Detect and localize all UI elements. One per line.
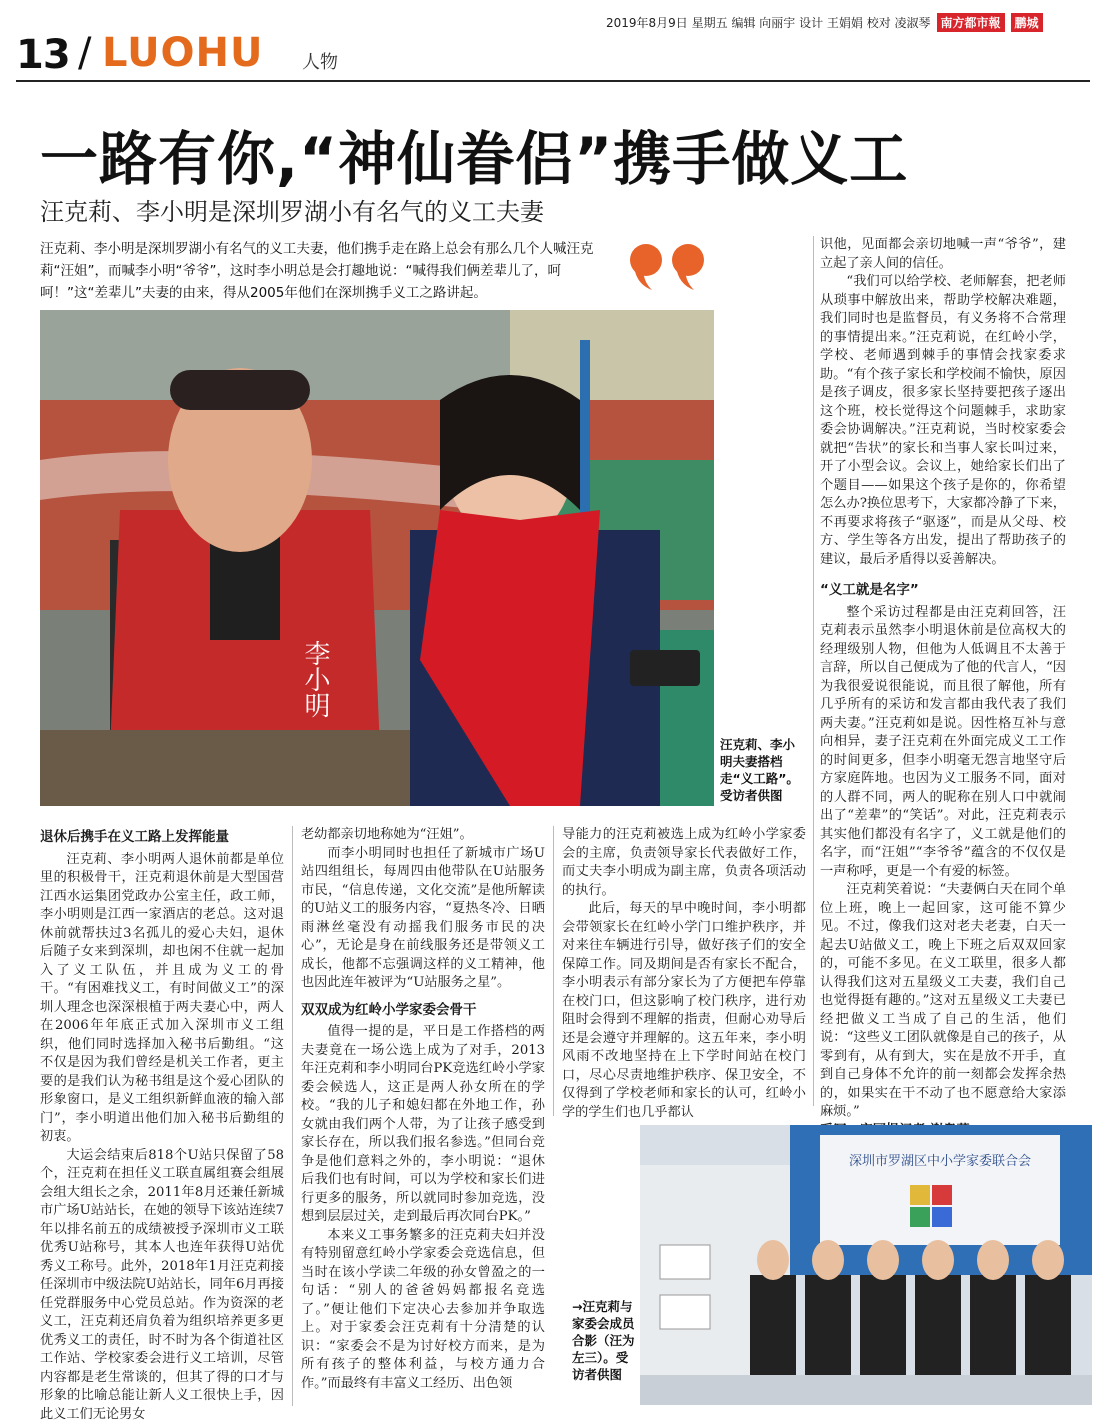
page-number: 13 <box>16 32 70 78</box>
section-subtitle: 人物 <box>302 48 338 74</box>
paragraph: 老幼都亲切地称她为“汪姐”。 <box>301 826 545 845</box>
paragraph: “我们可以给学校、老师解套，把老师从琐事中解放出来，帮助学校解决难题，我们同时也是监督员，有义务将不合常理的事情提出来。”汪克莉说，在红岭小学，学校、老师遇到棘手的事情会找家委求助。“有个孩子家长和学校闹不愉快，原因是孩子调皮，很多家长坚持要把孩子逐出这个班，校长觉得这个问题棘手，求助家委会协调解决。”汪克莉说，当时校家委会就把“告状”的家长和当事人家长叫过来，开了小型会议。会议上，她给家长们出了个题目——如果这个孩子是你的，你希望怎么办?换位思考下，大家都冷静了下来，不再要求将孩子“驱逐”，而是从父母、校方、学生等各方出发，提出了帮助孩子的建议，最后矛盾得以妥善解决。 <box>820 273 1066 569</box>
article-column-3 <box>562 826 806 1122</box>
couple-photo <box>40 310 714 806</box>
deck: 汪克莉、李小明是深圳罗湖小有名气的义工夫妻 <box>40 192 544 227</box>
paragraph: 汪克莉、李小明两人退休前都是单位里的积极骨干，汪克莉退休前是大型国营江西水运集团党政办公室主任，政工师，李小明则是江西一家酒店的老总。这对退休前就帮扶过3名孤儿的爱心夫妇，退休后随子女来到深圳，却也闲不住就一起加入了义工队伍，并且成为义工的骨干。“有困难找义工，有时间做义工”的深圳人理念也深深根植于两夫妻心中，两人在2006年年底正式加入深圳市义工组织，他们同时选择加入秘书后勤组。“这不仅是因为我们曾经是机关工作者，更主要的是我们认为秘书组是这个爱心团队的形象窗口，是义工组织新鲜血液的输入部门”，李小明道出他们加入秘书后勤组的初衷。 <box>40 851 284 1147</box>
subhead-school-committee: 双双成为红岭小学家委会骨干 <box>301 1001 545 1020</box>
lead-paragraph: 汪克莉、李小明是深圳罗湖小有名气的义工夫妻，他们携手走在路上总会有那么几个人喊汪克莉“汪姐”，而喊李小明“爷爷”，这时李小明总是会打趣地说：“喊得我们俩差辈儿了，呵呵！”这“差辈儿”夫妻的由来，得从2005年他们在深圳携手义工之路讲起。 <box>40 238 612 304</box>
article-column-2 <box>301 826 545 1393</box>
committee-sign: 深圳市罗湖区中小学家委联合会 <box>849 1153 1031 1169</box>
paragraph: 大运会结束后818个U站只保留了58个，汪克莉在担任义工联直属组赛会组展会组大组长之余，2011年8月还兼任新城市广场U站站长，在她的领导下该站连续7年以排名前五的成绩被授予深圳市义工联优秀U站称号，其本人也连年获得U站优秀义工称号。此外，2018年1月汪克莉接任深圳市中级法院U站站长，同年6月再接任党群服务中心党员总站。作为资深的老义工，汪克莉还肩负着为组织培养更多更优秀义工的责任，时不时为各个街道社区工作站、学校家委会进行义工培训，尽管内容都是老生常谈的，但其了得的口才与形象的比喻总能让新人义工很快上手，因此义工们无论男女 <box>40 1147 284 1424</box>
section-name: LUOHU <box>102 30 264 76</box>
paragraph: 汪克莉笑着说：“夫妻俩白天在同个单位上班，晚上一起回家，这可能不算少见。不过，像我们这对老夫老妻，白天一起去U站做义工，晚上下班之后双双回家的，可能不多见。在义工联里，很多人都认得我们这对五星级义工夫妻，我们自己也觉得挺有趣的。”这对五星级义工夫妻已经把做义工当成了自己的生活，他们说：“这些义工团队就像是自己的孩子，从零到有，从有到大，实在是放不开手，直到自己身体不允许的前一刻都会发挥余热的，如果实在干不动了也不愿意给大家添麻烦。” <box>820 881 1066 1122</box>
vest-name: 李小明 <box>300 640 330 718</box>
article-column-1 <box>40 826 284 1424</box>
page-header-info <box>606 12 1090 32</box>
newspaper-logo: 南方都市報 <box>937 13 1005 32</box>
column-divider <box>553 826 554 1116</box>
paragraph: 本来义工事务繁多的汪克莉夫妇并没有特别留意红岭小学家委会竞选信息，但当时在该小学读二年级的孙女曾盈之的一句话：“别人的爸爸妈妈都报名竞选了。”便让他们下定决心去参加并争取选上。对于家委会汪克莉有十分清楚的认识：“家委会不是为讨好校方而来，是为所有孩子的整体利益，与校方通力合作。”而最终有丰富义工经历、出色领 <box>301 1227 545 1394</box>
paragraph: 导能力的汪克莉被选上成为红岭小学家委会的主席，负责领导家长代表做好工作，而丈夫李小明成为副主席，负责各项活动的执行。 <box>562 826 806 900</box>
paragraph: 整个采访过程都是由汪克莉回答，汪克莉表示虽然李小明退休前是位高权大的经理级别人物，但他为人低调且不太善于言辞，所以自己便成为了他的代言人，“因为我很爱说很能说，而且很了解他，所有几乎所有的采访和发言都由我代表了我们两夫妻。”汪克莉如是说。因性格互补与意向相异，妻子汪克莉在外面完成义工工作的时间更多，但李小明毫无怨言地坚守后方家庭阵地。也因为义工服务不同，面对的人群不同，两人的昵称在别人口中就闹出了“差辈”的“笑话”。对此，汪克莉表示其实他们都没有名字了，义工就是他们的名字，而“汪姐”“李爷爷”蕴含的不仅仅是一声称呼，更是一个有爱的标签。 <box>820 604 1066 882</box>
photo1-caption: 汪克莉、李小明夫妻搭档走“义工路”。受访者供图 <box>720 736 806 804</box>
paragraph: 识他，见面都会亲切地喊一声“爷爷”，建立起了亲人间的信任。 <box>820 236 1066 273</box>
header-rule <box>16 80 1090 82</box>
committee-group-photo <box>640 1125 1092 1405</box>
column-divider <box>292 826 293 1406</box>
quote-mark-icon <box>626 242 712 292</box>
article-column-4 <box>820 236 1066 1140</box>
header-info-text: 2019年8月9日 星期五 编辑 向丽宇 设计 王娟娟 校对 凌淑琴 <box>606 14 931 31</box>
headline: 一路有你,“神仙眷侣”携手做义工 <box>40 112 908 196</box>
photo2-caption: →汪克莉与家委会成员合影（汪为左三）。受访者供图 <box>572 1298 636 1383</box>
paragraph: 此后，每天的早中晚时间，李小明都会带领家长在红岭小学门口维护秩序，并对来往车辆进行引导，做好孩子们的安全保障工作。同及期间是否有家长不配合，李小明表示有部分家长为了方便把车停靠在校门口，但这影响了校门秩序，进行劝阻时会得到不理解的指责，但耐心劝导后还是会遵守并理解的。这五年来，李小明风雨不改地坚持在上下学时间站在校门口，尽心尽责地维护秩序、保卫安全，不仅得到了学校老师和家长的认可，红岭小学的学生们也几乎都认 <box>562 900 806 1122</box>
subhead-retirement: 退休后携手在义工路上发挥能量 <box>40 828 284 847</box>
paragraph: 而李小明同时也担任了新城市广场U站四组组长，每周四由他带队在U站服务市民，“信息传递，文化交流”是他所解读的U站义工的服务内容，“夏热冬冷、日晒雨淋丝毫没有动摇我们服务市民的决心”，无论是身在前线服务还是带领义工成长，他都不忘强调这样的义工精神，他也因此连年被评为“U站服务之星”。 <box>301 845 545 993</box>
subhead-volunteer-name: “义工就是名字” <box>820 581 1066 600</box>
paragraph: 值得一提的是，平日是工作搭档的两夫妻竟在一场公选上成为了对手，2013年汪克莉和李小明同台PK竞选红岭小学家委会候选人，这正是两人孙女所在的学校。“我的儿子和媳妇都在外地工作，孙女就由我们两个人带，为了让孩子感受到家长存在，所以我们报名参选。”但同台竞争是他们意料之外的，李小明说：“退休后我们也有时间，可以为学校和家长们进行更多的服务，所以就同时参加竞选，没想到层层过关，走到最后再次同台PK。” <box>301 1023 545 1227</box>
edition-logo: 鹏城 <box>1011 13 1043 32</box>
column-divider <box>813 236 814 1106</box>
page-number-slash: / <box>78 30 91 76</box>
